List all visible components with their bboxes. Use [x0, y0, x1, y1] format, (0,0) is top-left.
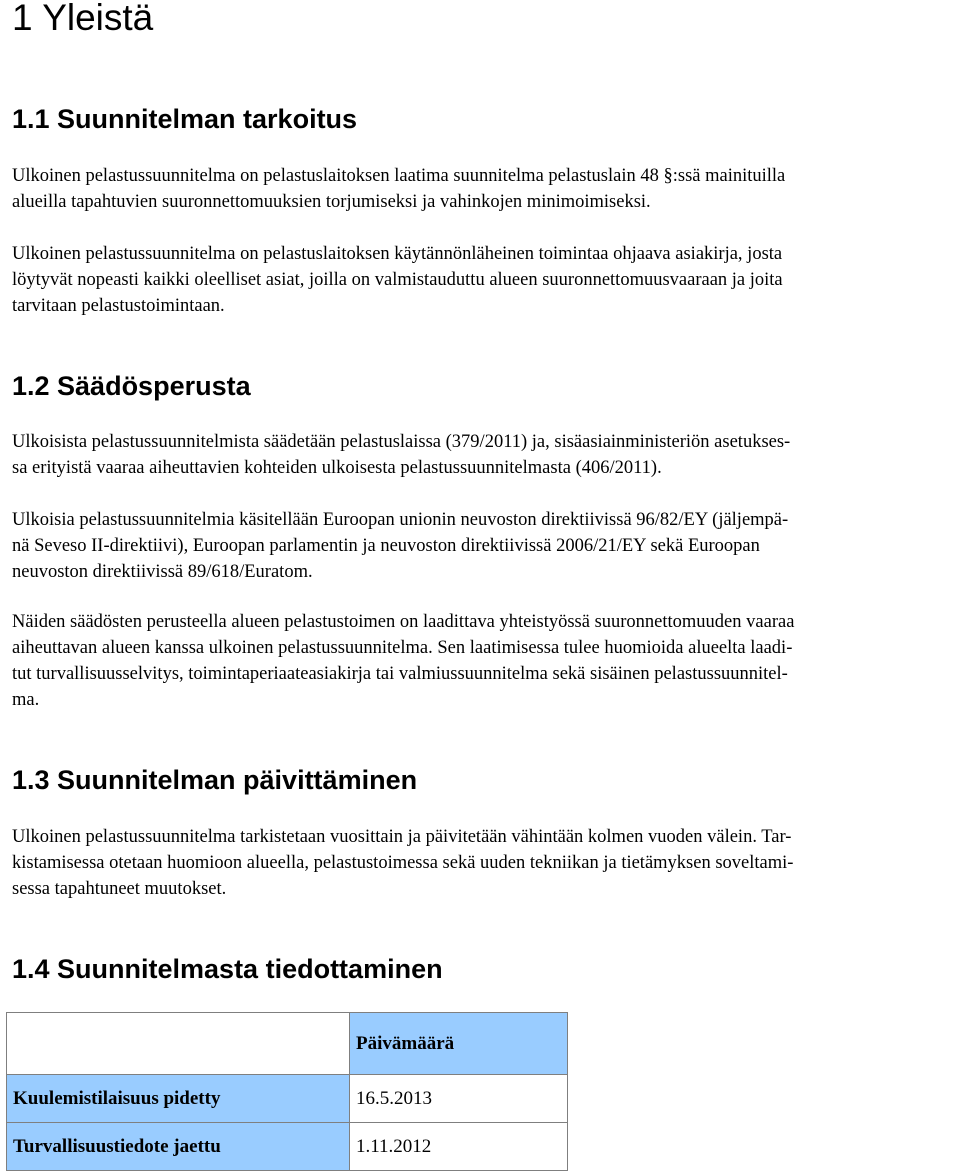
section-title: 1 Yleistä — [12, 0, 154, 38]
row-label: Kuulemistilaisuus pidetty — [7, 1075, 350, 1123]
paragraph-legal-2 — [12, 507, 957, 585]
text-line: Ulkoinen pelastussuunnitelma on pelastuslaitoksen laatima suunnitelma pelastuslain 48 §:ssä mainituilla — [12, 166, 786, 186]
text-line: neuvoston direktiivissä 89/618/Euratom. — [12, 562, 313, 582]
informing-table — [6, 1012, 568, 1171]
paragraph-legal-1 — [12, 429, 957, 481]
table-row — [7, 1123, 568, 1171]
heading-update: 1.3 Suunnitelman päivittäminen — [12, 765, 418, 795]
paragraph-legal-3 — [12, 609, 957, 713]
text-line: Näiden säädösten perusteella alueen pelastustoimen on laadittava yhteistyössä suuronnettomuuden vaaraa — [12, 612, 795, 632]
text-line: sa erityistä vaaraa aiheuttavien kohteiden ulkoisesta pelastussuunnitelmasta (406/2011). — [12, 458, 662, 478]
text-line: Ulkoisia pelastussuunnitelmia käsitellään Euroopan unionin neuvoston direktiivissä 96/82/EY (jäljempä- — [12, 510, 789, 530]
text-line: Ulkoinen pelastussuunnitelma tarkistetaan vuosittain ja päivitetään vähintään kolmen vuoden välein. Tar- — [12, 827, 792, 847]
paragraph-purpose-1 — [12, 163, 957, 215]
heading-purpose: 1.1 Suunnitelman tarkoitus — [12, 104, 358, 134]
text-line: alueilla tapahtuvien suuronnettomuuksien torjumiseksi ja vahinkojen minimoimiseksi. — [12, 192, 651, 212]
table-row — [7, 1075, 568, 1123]
row-label: Turvallisuustiedote jaettu — [7, 1123, 350, 1171]
text-line: sessa tapahtuneet muutokset. — [12, 879, 227, 899]
text-line: löytyvät nopeasti kaikki oleelliset asiat, joilla on valmistauduttu alueen suuronnettomuusvaaraan ja joita — [12, 270, 783, 290]
table-header-blank — [7, 1013, 350, 1075]
table-header-date: Päivämäärä — [350, 1013, 568, 1075]
text-line: tarvitaan pelastustoimintaan. — [12, 296, 225, 316]
text-line: Ulkoinen pelastussuunnitelma on pelastuslaitoksen käytännönläheinen toimintaa ohjaava asiakirja, josta — [12, 244, 783, 264]
text-line: tut turvallisuusselvitys, toimintaperiaateasiakirja tai valmiussuunnitelma sekä sisäinen pelastussuunnitel- — [12, 664, 788, 684]
text-line: aiheuttavan alueen kanssa ulkoinen pelastussuunnitelma. Sen laatimisessa tulee huomioida alueelta laadi- — [12, 638, 793, 658]
table-header-row — [7, 1013, 568, 1075]
heading-legal-basis: 1.2 Säädösperusta — [12, 371, 251, 401]
text-line: ma. — [12, 690, 40, 710]
text-line: Ulkoisista pelastussuunnitelmista säädetään pelastuslaissa (379/2011) ja, sisäasiainministeriön asetukses- — [12, 432, 791, 452]
paragraph-purpose-2 — [12, 241, 957, 319]
row-date: 16.5.2013 — [350, 1075, 568, 1123]
paragraph-update-1 — [12, 824, 957, 902]
heading-informing: 1.4 Suunnitelmasta tiedottaminen — [12, 954, 443, 984]
text-line: kistamisessa otetaan huomioon alueella, pelastustoimessa sekä uuden tekniikan ja tietämyksen soveltami- — [12, 853, 794, 873]
text-line: nä Seveso II-direktiivi), Euroopan parlamentin ja neuvoston direktiivissä 2006/21/EY sekä Euroopan — [12, 536, 760, 556]
row-date: 1.11.2012 — [350, 1123, 568, 1171]
